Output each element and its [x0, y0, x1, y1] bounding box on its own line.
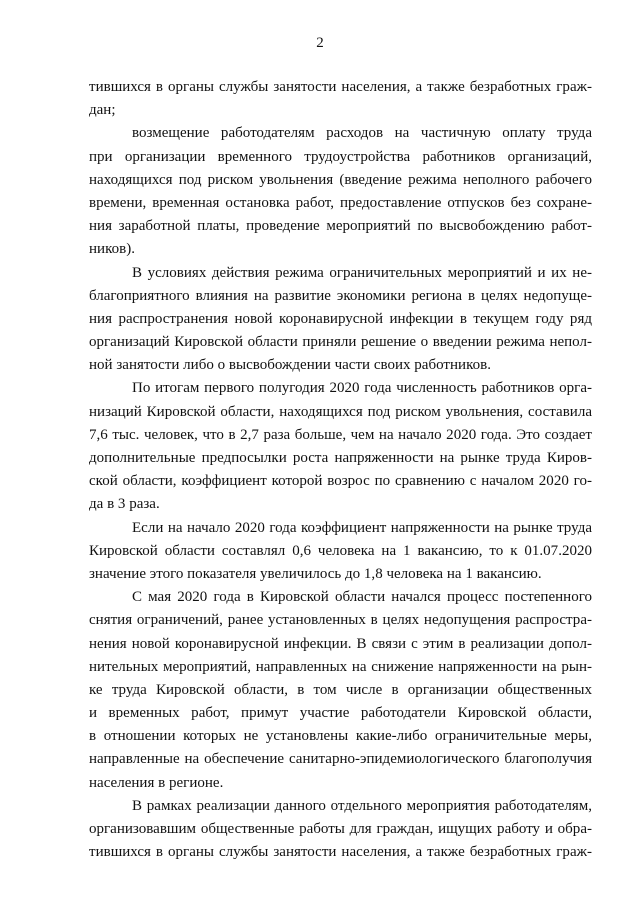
text-line: возмещение работодателям расходов на частичную оплату труда — [132, 125, 592, 142]
text-line: тившихся в органы службы занятости населения, а также безработных граж- — [89, 79, 592, 95]
text-line: нения новой коронавирусной инфекции. В связи с этим в реализации допол- — [89, 635, 592, 652]
text-line: Кировской области составлял 0,6 человека на 1 вакансию, то к 01.07.2020 — [89, 542, 592, 559]
page-number: 2 — [316, 35, 324, 51]
text-line: в отношении которых не установлены какие-либо ограничительные меры, — [89, 728, 592, 745]
text-line: и временных работ, примут участие работодатели Кировской области, — [89, 705, 592, 722]
text-line: ников). — [89, 241, 135, 258]
text-line: нительных мероприятий, направленных на снижение напряженности на рын- — [89, 658, 592, 675]
text-line: По итогам первого полугодия 2020 года численность работников орга- — [132, 380, 592, 397]
text-line: при организации временного трудоустройства работников организаций, — [89, 148, 592, 165]
text-line: дополнительные предпосылки роста напряженности на рынке труда Киров- — [89, 450, 592, 466]
text-line: времени, временная остановка работ, предоставление отпусков без сохране- — [89, 194, 592, 211]
text-line: значение этого показателя увеличилось до 1,8 человека на 1 вакансию. — [89, 565, 542, 582]
text-line: дан; — [89, 102, 116, 119]
text-line: ской области, коэффициент которой возрос по сравнению с началом 2020 го- — [89, 473, 592, 490]
text-line: снятия ограничений, ранее установленных в целях недопущения распростра- — [89, 612, 592, 629]
text-line: В условиях действия режима ограничительных мероприятий и их не- — [132, 264, 592, 281]
text-line: Если на начало 2020 года коэффициент напряженности на рынке труда — [132, 519, 592, 536]
text-line: да в 3 раза. — [89, 496, 160, 513]
text-line: находящихся под риском увольнения (введение режима неполного рабочего — [89, 171, 592, 188]
text-line: ния заработной платы, проведение мероприятий по высвобождению работ- — [89, 218, 592, 235]
text-line: В рамках реализации данного отдельного мероприятия работодателям, — [132, 797, 592, 814]
text-line: организовавшим общественные работы для граждан, ищущих работу и обра- — [89, 821, 592, 837]
text-line: низаций Кировской области, находящихся под риском увольнения, составила — [89, 403, 592, 420]
text-line: ния распространения новой коронавирусной инфекции в текущем году ряд — [89, 310, 592, 327]
text-line: направленные на обеспечение санитарно-эпидемиологического благополучия — [89, 751, 592, 768]
text-line: населения в регионе. — [89, 774, 224, 791]
text-line: С мая 2020 года в Кировской области начался процесс постепенного — [132, 589, 592, 606]
text-line: благоприятного влияния на развитие экономики региона в целях недопуще- — [89, 287, 592, 304]
text-line: 7,6 тыс. человек, что в 2,7 раза больше, чем на начало 2020 года. Это создает — [89, 426, 592, 443]
text-line: ной занятости либо о высвобождении части своих работников. — [89, 357, 491, 374]
text-line: организаций Кировской области приняли решение о введении режима непол- — [89, 334, 592, 351]
text-line: тившихся в органы службы занятости населения, а также безработных граж- — [89, 844, 592, 861]
document-body — [89, 76, 592, 864]
text-line: ке труда Кировской области, в том числе в организации общественных — [89, 681, 592, 698]
